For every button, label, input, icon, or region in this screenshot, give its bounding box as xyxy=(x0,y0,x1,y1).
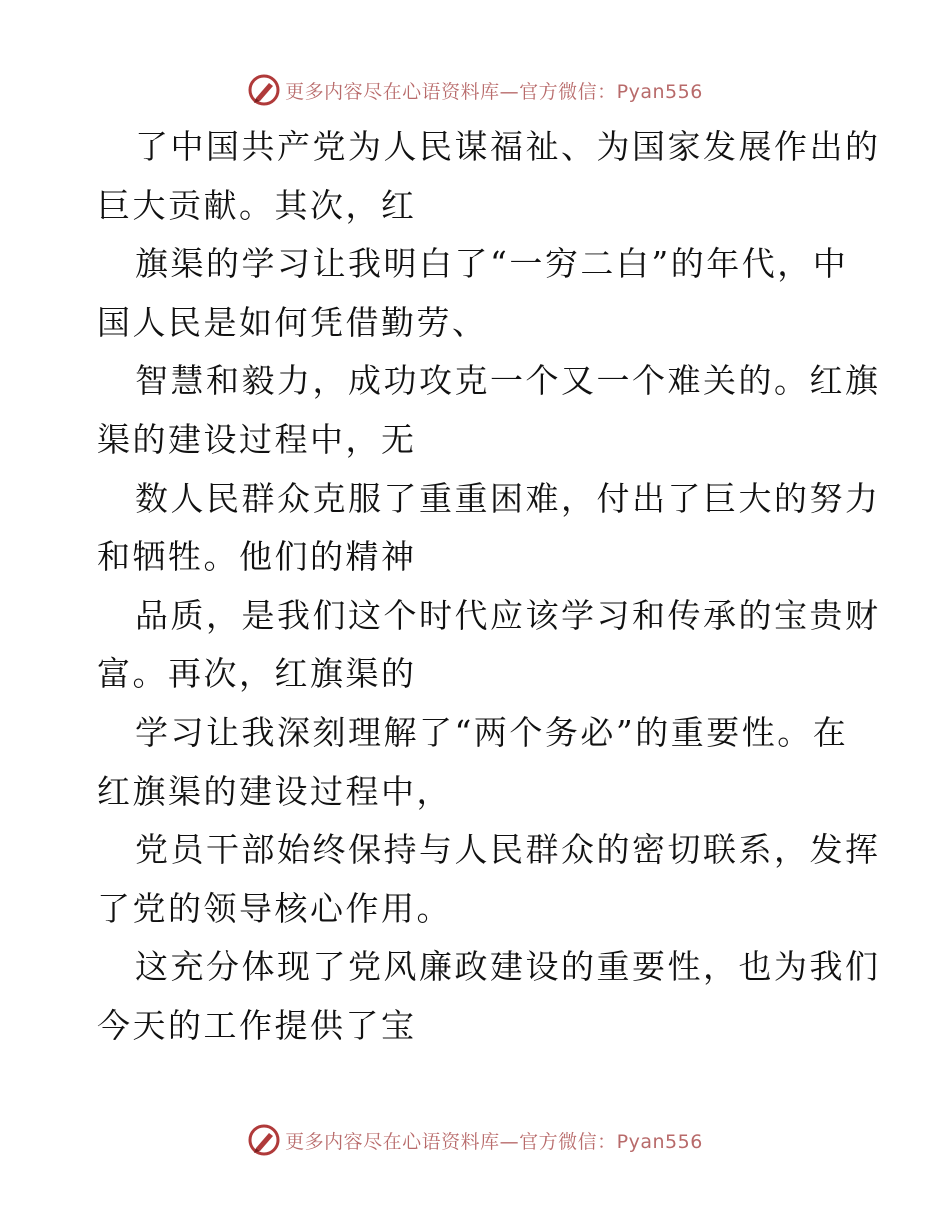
paragraph-line: 数人民群众克服了重重困难，付出了巨大的努力 xyxy=(135,478,881,518)
paragraph xyxy=(97,352,881,469)
footer-banner xyxy=(0,1120,950,1160)
header-banner xyxy=(0,70,950,110)
paragraph-line: 学习让我深刻理解了“两个务必”的重要性。在 xyxy=(135,712,849,752)
paragraph-line: 了党的领导核心作用。 xyxy=(97,888,452,928)
paragraph-line: 巨大贡献。其次，红 xyxy=(97,185,417,225)
paragraph-line: 品质，是我们这个时代应该学习和传承的宝贵财 xyxy=(135,595,881,635)
paragraph xyxy=(97,118,881,235)
footer-banner-text: 更多内容尽在心语资料库—官方微信：Pyan556 xyxy=(285,1130,703,1153)
paragraph-line: 旗渠的学习让我明白了“一穷二白”的年代，中 xyxy=(135,244,849,284)
paragraph xyxy=(97,470,881,587)
paragraph xyxy=(97,587,881,704)
paragraph-line: 了中国共产党为人民谋福祉、为国家发展作出的 xyxy=(135,127,881,166)
paragraph xyxy=(97,821,881,938)
header-banner-text: 更多内容尽在心语资料库—官方微信：Pyan556 xyxy=(285,80,703,103)
document-body xyxy=(97,118,881,1056)
paragraph-line: 渠的建设过程中，无 xyxy=(97,419,417,459)
paragraph-line: 和牺牲。他们的精神 xyxy=(97,537,417,577)
pen-circle-logo-icon xyxy=(247,1123,281,1157)
paragraph-line: 红旗渠的建设过程中， xyxy=(97,771,452,811)
pen-circle-logo-icon xyxy=(247,73,281,107)
paragraph-line: 智慧和毅力，成功攻克一个又一个难关的。红旗 xyxy=(135,361,881,401)
paragraph-line: 党员干部始终保持与人民群众的密切联系，发挥 xyxy=(135,830,881,870)
paragraph-line: 这充分体现了党风廉政建设的重要性，也为我们 xyxy=(135,947,881,987)
paragraph xyxy=(97,938,881,1055)
paragraph-line: 国人民是如何凭借勤劳、 xyxy=(97,302,488,342)
paragraph xyxy=(97,704,857,821)
paragraph xyxy=(97,235,857,352)
paragraph-line: 今天的工作提供了宝 xyxy=(97,1005,417,1045)
paragraph-line: 富。再次，红旗渠的 xyxy=(97,654,417,694)
